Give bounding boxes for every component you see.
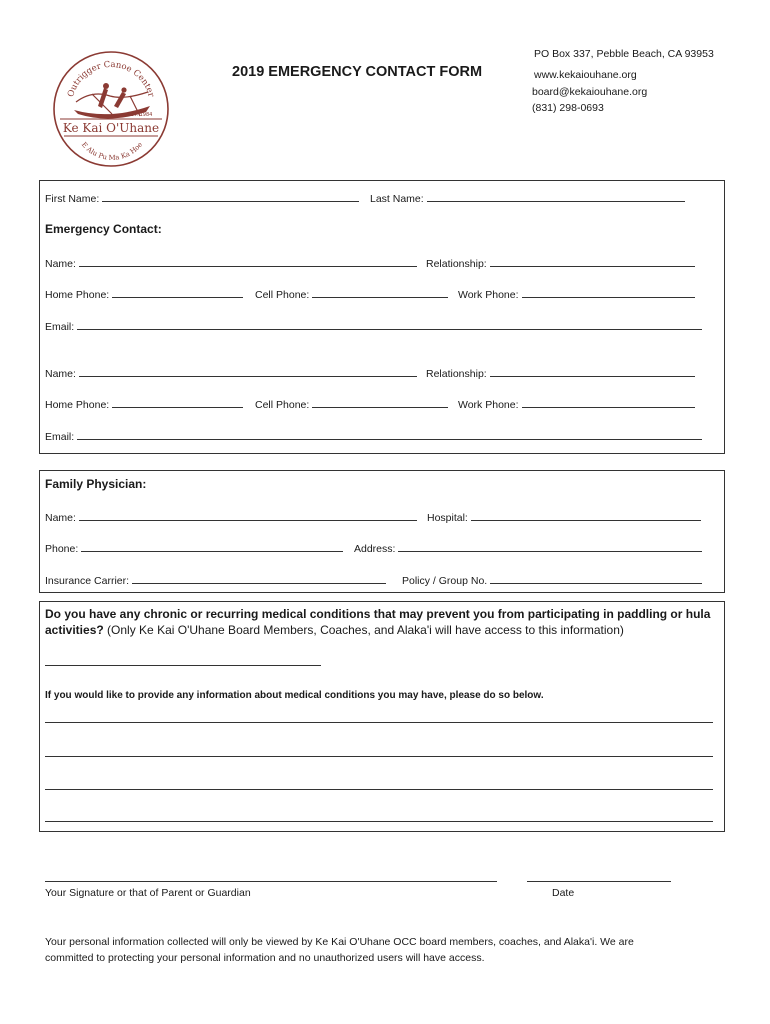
contact1-email-row	[45, 319, 702, 333]
logo-bottom-arc-text: E Alu Pu Ma Ka Hoe	[79, 140, 145, 162]
contact2-cell-row	[255, 397, 448, 411]
hospital-row	[427, 510, 701, 524]
medical-info-line-2[interactable]	[45, 756, 713, 757]
contact1-relationship-row	[426, 256, 695, 270]
contact2-email-row	[45, 429, 702, 443]
organization-logo	[52, 50, 170, 168]
contact1-cell-field[interactable]	[312, 287, 448, 298]
hospital-field[interactable]	[471, 510, 701, 521]
medical-info-line-3[interactable]	[45, 789, 713, 790]
org-email-link[interactable]: board@kekaiouhane.org	[532, 86, 648, 98]
contact2-cell-field[interactable]	[312, 397, 448, 408]
medical-answer-short-line[interactable]	[45, 665, 321, 666]
contact1-name-label: Name:	[45, 258, 76, 270]
physician-address-field[interactable]	[398, 541, 702, 552]
policy-row	[402, 573, 702, 587]
contact2-email-field[interactable]	[77, 429, 702, 440]
first-name-label: First Name:	[45, 193, 100, 205]
contact1-cell-row	[255, 287, 448, 301]
form-title: 2019 EMERGENCY CONTACT FORM	[232, 64, 483, 80]
physician-address-row	[354, 541, 702, 555]
org-address: PO Box 337, Pebble Beach, CA 93953	[534, 48, 714, 60]
contact2-work-row	[458, 397, 695, 411]
logo-est-text: EST. 1984	[127, 112, 153, 118]
physician-phone-row	[45, 541, 343, 555]
contact1-email-field[interactable]	[77, 319, 702, 330]
medical-info-line-1[interactable]	[45, 722, 713, 723]
contact1-work-field[interactable]	[522, 287, 695, 298]
contact2-name-row	[45, 366, 417, 380]
signature-line[interactable]	[45, 881, 497, 882]
contact2-work-label: Work Phone:	[458, 399, 519, 411]
contact2-email-label: Email:	[45, 431, 75, 443]
contact1-email-label: Email:	[45, 321, 75, 333]
physician-name-label: Name:	[45, 512, 76, 524]
contact2-name-label: Name:	[45, 368, 76, 380]
first-name-row	[45, 191, 359, 205]
medical-question-note: (Only Ke Kai O'Uhane Board Members, Coaches, and Alaka'i will have access to this information)	[107, 623, 624, 637]
policy-label: Policy / Group No.	[402, 575, 488, 587]
insurance-row	[45, 573, 386, 587]
contact2-home-field[interactable]	[112, 397, 243, 408]
contact1-home-field[interactable]	[112, 287, 243, 298]
signature-label: Your Signature or that of Parent or Guardian	[45, 887, 251, 899]
contact1-cell-label: Cell Phone:	[255, 289, 310, 301]
first-name-field[interactable]	[102, 191, 359, 202]
hospital-label: Hospital:	[427, 512, 468, 524]
contact2-work-field[interactable]	[522, 397, 695, 408]
insurance-field[interactable]	[132, 573, 386, 584]
medical-question	[45, 606, 719, 638]
insurance-label: Insurance Carrier:	[45, 575, 130, 587]
physician-phone-label: Phone:	[45, 543, 79, 555]
physician-name-row	[45, 510, 417, 524]
date-line[interactable]	[527, 881, 671, 882]
org-phone: (831) 298-0693	[532, 102, 604, 114]
family-physician-heading: Family Physician:	[45, 477, 147, 491]
medical-provide-text: If you would like to provide any information about medical conditions you may have, please do so below.	[45, 690, 544, 701]
privacy-notice-line-2: committed to protecting your personal information and no unauthorized users will have access.	[45, 952, 485, 964]
privacy-notice-line-1: Your personal information collected will only be viewed by Ke Kai O'Uhane OCC board members, coaches, and Alaka'i. We are	[45, 936, 634, 948]
policy-field[interactable]	[490, 573, 702, 584]
contact1-work-label: Work Phone:	[458, 289, 519, 301]
last-name-field[interactable]	[427, 191, 685, 202]
date-label: Date	[552, 887, 575, 899]
logo-top-arc-text: Outrigger Canoe Center	[66, 59, 156, 99]
contact1-name-field[interactable]	[79, 256, 417, 267]
physician-address-label: Address:	[354, 543, 396, 555]
logo-name-text: Ke Kai O'Uhane	[62, 121, 160, 135]
contact2-relationship-field[interactable]	[490, 366, 695, 377]
contact2-relationship-row	[426, 366, 695, 380]
privacy-notice	[45, 934, 634, 966]
contact2-cell-label: Cell Phone:	[255, 399, 310, 411]
contact1-name-row	[45, 256, 417, 270]
medical-info-line-4[interactable]	[45, 821, 713, 822]
last-name-label: Last Name:	[370, 193, 424, 205]
physician-name-field[interactable]	[79, 510, 417, 521]
contact1-home-label: Home Phone:	[45, 289, 110, 301]
emergency-contact-heading: Emergency Contact:	[45, 222, 162, 236]
medical-question-bold: Do you have any chronic or recurring medical conditions that may prevent you from participating in paddling or hula activities?	[45, 607, 711, 637]
contact2-name-field[interactable]	[79, 366, 417, 377]
contact2-relationship-label: Relationship:	[426, 368, 487, 380]
contact1-relationship-label: Relationship:	[426, 258, 487, 270]
contact1-relationship-field[interactable]	[490, 256, 695, 267]
contact1-work-row	[458, 287, 695, 301]
contact2-home-label: Home Phone:	[45, 399, 110, 411]
contact2-home-row	[45, 397, 243, 411]
contact1-home-row	[45, 287, 243, 301]
last-name-row	[370, 191, 685, 205]
org-website-link[interactable]: www.kekaiouhane.org	[534, 69, 637, 81]
physician-phone-field[interactable]	[81, 541, 343, 552]
